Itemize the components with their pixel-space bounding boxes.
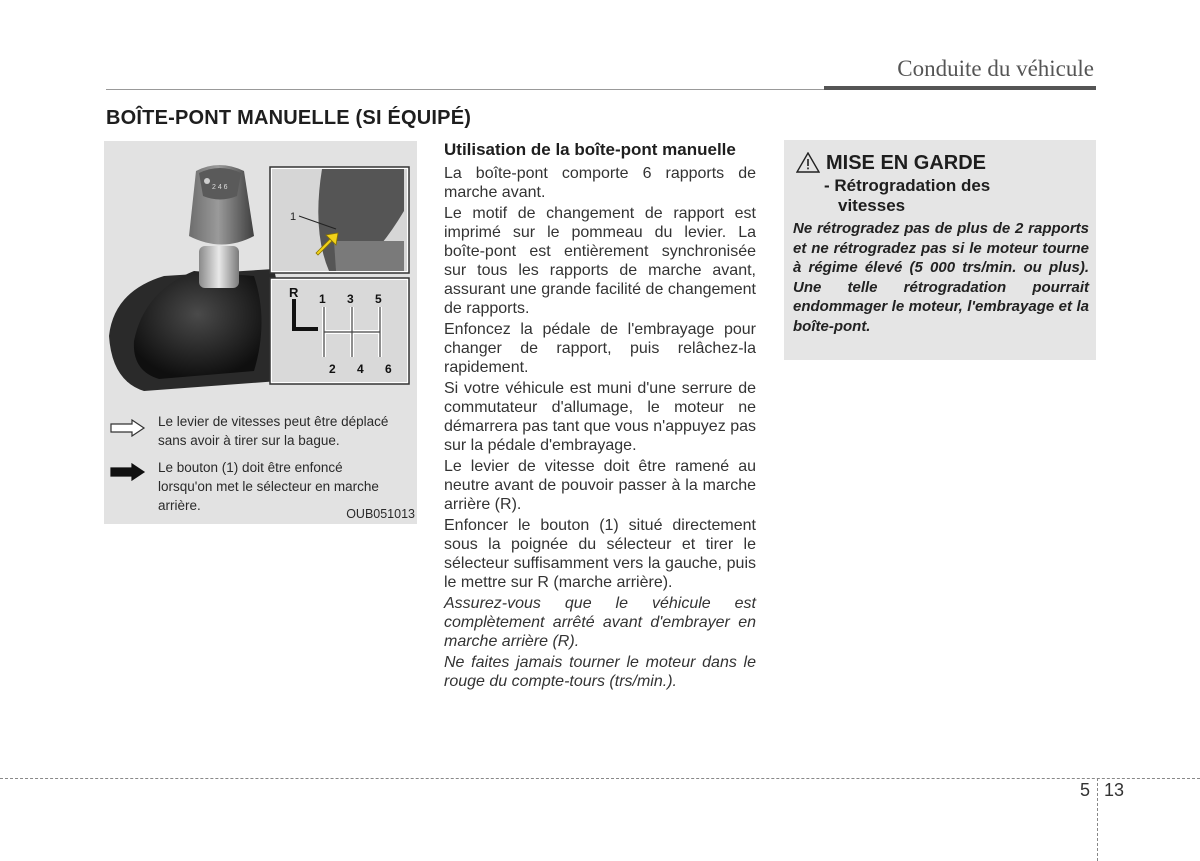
solid-arrow-icon	[110, 463, 146, 481]
paragraph: Enfoncer le bouton (1) situé directement sous la poignée du sélecteur et tirer le sélecteur suffisamment vers la gauche, puis le mettre sur R (marche arrière).	[444, 517, 756, 591]
shift-stem	[199, 246, 239, 288]
main-text-column	[444, 140, 756, 693]
paragraph: La boîte-pont comporte 6 rapports de marche avant.	[444, 165, 756, 201]
warning-text: Ne rétrogradez pas de plus de 2 rapports et ne rétrogradez pas si le moteur tourne à régime élevé (5 000 trs/min. ou plus). Une telle rétrogradation pourrait endommager le moteur, l'embrayage et la boîte-pont.	[793, 220, 1089, 335]
inset-release-button	[270, 167, 409, 273]
warning-subtitle-continued: vitesses	[838, 196, 906, 215]
gear-label-1: 1	[319, 292, 326, 306]
page-number: 13	[1104, 780, 1125, 800]
chapter-number: 5	[1080, 780, 1091, 800]
paragraph: Enfoncez la pédale de l'embrayage pour changer de rapport, puis relâchez-la rapidement.	[444, 321, 756, 376]
footer-rule	[0, 778, 1200, 779]
header-rule-accent	[824, 86, 1096, 90]
warning-triangle-icon	[796, 152, 820, 173]
paragraph: Le motif de changement de rapport est imprimé sur le pommeau du levier. La boîte-pont est entièrement synchronisée sur tous les rapports de marche avant, assurant une grande facilité de changement de rapports.	[444, 205, 756, 317]
gear-label-6: 6	[385, 362, 392, 376]
warning-subtitle: - Rétrogradation des	[824, 176, 991, 195]
chapter-title: Conduite du véhicule	[897, 56, 1094, 81]
footer-divider	[1097, 778, 1098, 861]
knob-pattern-label: 2 4 6	[212, 184, 228, 191]
inset-shift-pattern	[270, 278, 409, 384]
gear-label-R: R	[289, 285, 299, 300]
outline-arrow-icon	[110, 419, 146, 437]
figure-caption-2: Le bouton (1) doit être enfoncé lorsqu'on met le sélecteur en marche arrière.	[158, 460, 379, 513]
figure-code: OUB051013	[346, 507, 415, 521]
paragraph: Le levier de vitesse doit être ramené au neutre avant de pouvoir passer à la marche arrière (R).	[444, 458, 756, 513]
gear-label-5: 5	[375, 292, 382, 306]
gear-label-3: 3	[347, 292, 354, 306]
figure-caption-1: Le levier de vitesses peut être déplacé sans avoir à tirer sur la bague.	[158, 414, 389, 448]
section-title: BOÎTE-PONT MANUELLE (SI ÉQUIPÉ)	[106, 107, 472, 129]
italic-note: Ne faites jamais tourner le moteur dans le rouge du compte-tours (trs/min.).	[444, 654, 756, 690]
italic-note: Assurez-vous que le véhicule est complètement arrêté avant d'embrayer en marche arrière (R).	[444, 595, 756, 650]
gear-shift-illustration	[104, 141, 417, 411]
header-rule	[106, 89, 824, 90]
warning-title: MISE EN GARDE	[826, 152, 987, 174]
gear-shift-figure	[104, 141, 417, 524]
warning-box	[784, 140, 1096, 360]
callout-number: 1	[290, 211, 297, 223]
gear-label-4: 4	[357, 362, 364, 376]
paragraph: Si votre véhicule est muni d'une serrure de commutateur d'allumage, le moteur ne démarrera pas tant que vous n'appuyez pas sur la pédale d'embrayage.	[444, 380, 756, 454]
gear-label-2: 2	[329, 362, 336, 376]
subsection-title: Utilisation de la boîte-pont manuelle	[444, 140, 736, 159]
